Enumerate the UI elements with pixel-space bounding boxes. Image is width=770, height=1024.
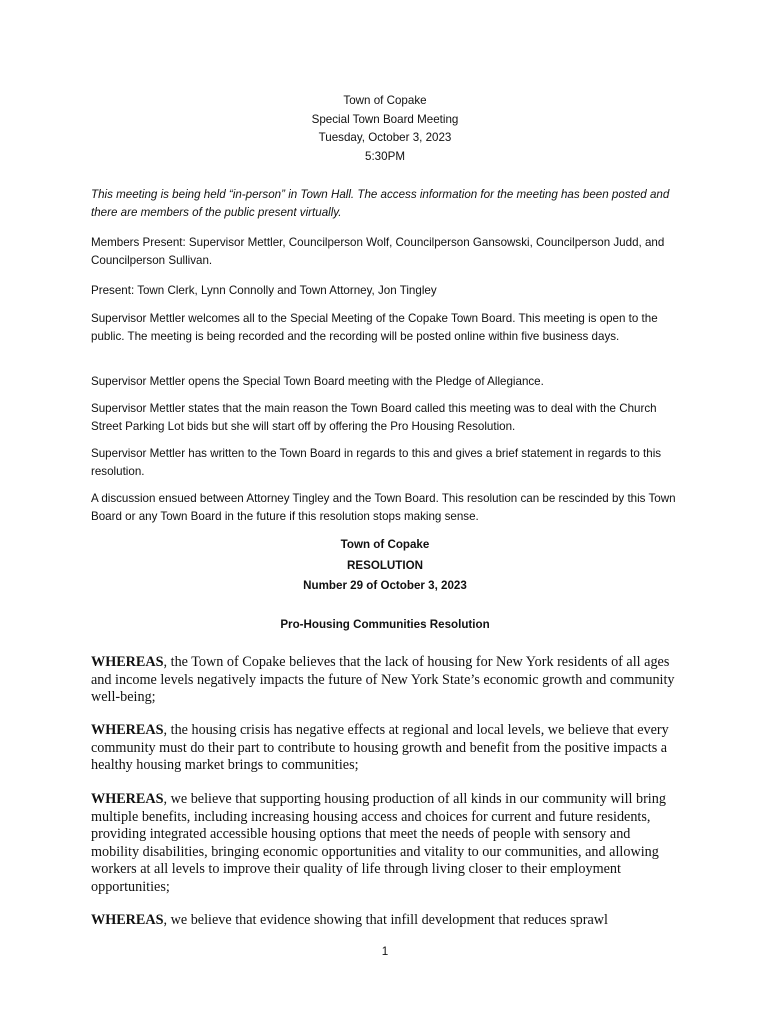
whereas-clause	[91, 654, 681, 707]
resolution-label: RESOLUTION	[346, 558, 423, 572]
clause-text: , the housing crisis has negative effects at regional and local levels, we believe that every community must do their part to contribute to housing growth and benefit from the positive impacts a healthy housing market brings to communities;	[91, 722, 669, 773]
clause-text: , we believe that evidence showing that infill development that reduces sprawl	[163, 912, 608, 928]
whereas-clause	[91, 791, 681, 896]
welcome-paragraph: Supervisor Mettler welcomes all to the Special Meeting of the Copake Town Board. This meeting is open to the public. The meeting is being recorded and the recording will be posted online within five business days.	[91, 312, 658, 343]
pledge-paragraph: Supervisor Mettler opens the Special Town Board meeting with the Pledge of Allegiance.	[91, 375, 544, 388]
also-present: Present: Town Clerk, Lynn Connolly and Town Attorney, Jon Tingley	[91, 284, 437, 297]
members-present: Members Present: Supervisor Mettler, Councilperson Wolf, Councilperson Gansowski, Councilperson Judd, and Councilperson Sullivan.	[91, 236, 665, 267]
header-meeting-type: Special Town Board Meeting	[311, 112, 459, 126]
clause-text: , the Town of Copake believes that the lack of housing for New York residents of all ages and income levels negatively impacts the future of New York State’s economic growth and community well-being;	[91, 654, 675, 705]
clause-keyword: WHEREAS	[91, 654, 164, 670]
clause-keyword: WHEREAS	[91, 791, 164, 807]
header-town: Town of Copake	[343, 94, 427, 107]
resolution-town: Town of Copake	[340, 538, 430, 551]
discussion-paragraph: A discussion ensued between Attorney Tingley and the Town Board. This resolution can be rescinded by this Town Board or any Town Board in the future if this resolution stops making sense.	[91, 492, 676, 523]
page-number: 1	[381, 945, 389, 958]
whereas-clause	[91, 722, 681, 775]
reason-paragraph: Supervisor Mettler states that the main reason the Town Board called this meeting was to deal with the Church Street Parking Lot bids but she will start off by offering the Pro Housing Resolution.	[91, 402, 657, 433]
resolution-title: Pro-Housing Communities Resolution	[280, 618, 490, 631]
clause-keyword: WHEREAS	[91, 722, 164, 738]
clause-keyword: WHEREAS	[91, 912, 164, 928]
resolution-heading	[0, 536, 770, 598]
whereas-clause	[91, 912, 681, 930]
statement-paragraph: Supervisor Mettler has written to the Town Board in regards to this and gives a brief statement in regards to this resolution.	[91, 447, 662, 478]
header-time: 5:30PM	[365, 150, 405, 164]
clause-text: , we believe that supporting housing production of all kinds in our community will bring multiple benefits, including increasing housing access and choices for current and future residents, providing integrated accessible housing options that meet the needs of people with sensory and mobility disabilities, bringing economic opportunities and vitality to our communities, and allowing workers at all levels to improve their quality of life through living closer to their employment opportunities;	[91, 791, 666, 895]
access-note: This meeting is being held “in-person” in Town Hall. The access information for the meeting has been posted and there are members of the public present virtually.	[91, 188, 670, 219]
resolution-number: Number 29 of October 3, 2023	[303, 579, 467, 592]
meeting-header	[0, 92, 770, 167]
header-date: Tuesday, October 3, 2023	[318, 131, 452, 145]
